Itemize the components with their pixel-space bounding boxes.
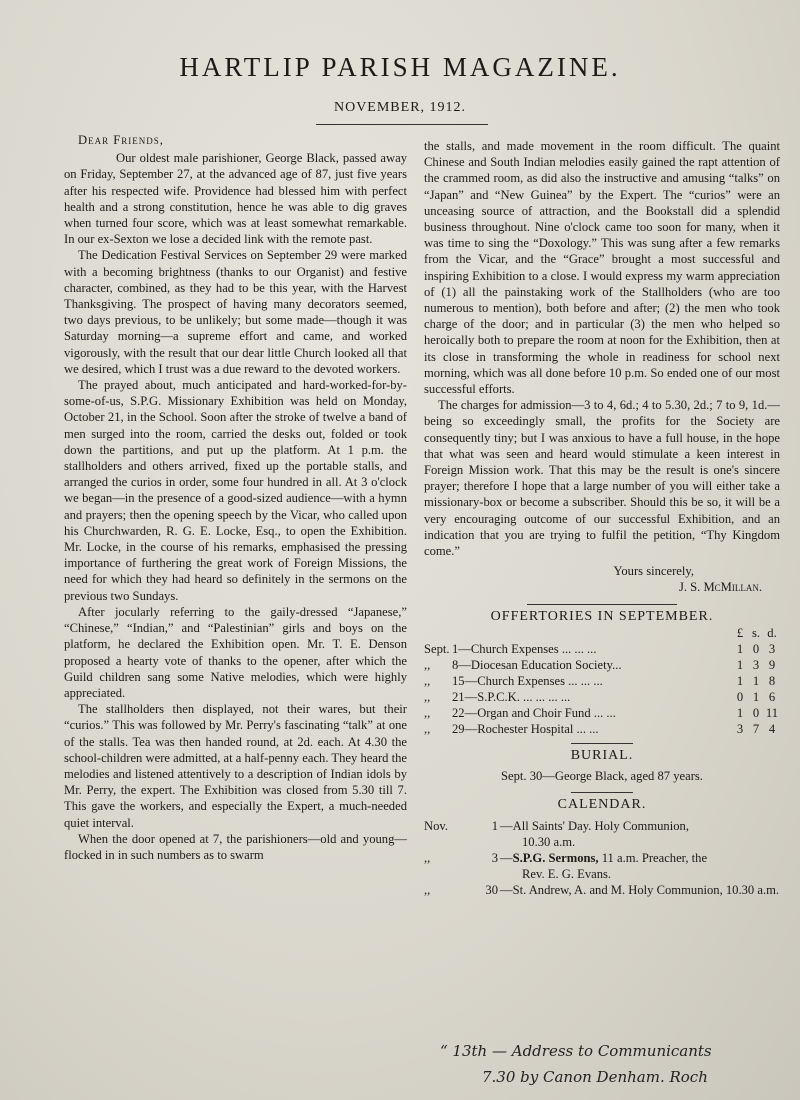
row-pounds: 1: [736, 705, 744, 720]
row-leaders: ... ... ...: [564, 673, 603, 688]
handwritten-line: 7.30 by Canon Denham. Roch: [482, 1068, 708, 1086]
row-desc: 21—S.P.C.K. ... ... ... ...: [452, 689, 571, 704]
row-day: 8: [452, 657, 459, 672]
col-pence: d.: [767, 625, 777, 640]
letter-paragraph: After jocularly referring to the gaily-dressed “Japanese,” “Chinese,” “Indian,” and “Palestinian” girls and boys on the platform, he declared the Exhibition open. Mr. T. E. Denson proposed a hearty vote of thanks to the opener, after which the Guild children sang some Native melodies, which were highly appreciated.: [64, 604, 407, 700]
row-pence: 8: [768, 673, 776, 688]
row-desc: 22—Organ and Choir Fund ... ...: [452, 705, 616, 720]
row-day: 1: [452, 641, 459, 656]
row-leaders: ...: [612, 657, 622, 672]
row-pence: 11: [765, 705, 779, 720]
burial-entry: Sept. 30—George Black, aged 87 years.: [501, 769, 703, 784]
cal-bold-text: S.P.G. Sermons,: [512, 850, 599, 865]
calendar-heading: CALENDAR.: [557, 797, 647, 813]
letter-paragraph: The Dedication Festival Services on September 29 were marked with a becoming brightness (thanks to our Organist) and festive character, combined, as they had to be this year, with the Harvest Thanksgiving. The prospect of having many decorators seemed, two days previous, to be unlikely; but some made—though it was Saturday morning—a supreme effort and came, and worked vigorously, with the result that our dear little Church looked all that we desired, which I trust was a due reward to the devoted workers.: [64, 248, 407, 376]
cal-text: —All Saints' Day. Holy Communion,: [500, 818, 689, 833]
signature-surname: McMillan.: [703, 580, 762, 595]
row-month: Sept.: [424, 641, 450, 656]
cal-month: Nov.: [424, 818, 449, 833]
row-pence: 3: [768, 641, 776, 656]
row-item: Diocesan Education Society: [470, 657, 613, 672]
masthead-title: HARTLIP PARISH MAGAZINE.: [179, 52, 621, 82]
calendar-entry: [424, 850, 780, 866]
row-day: 29: [452, 721, 465, 736]
calendar-entry-continued: 10.30 a.m.: [522, 834, 576, 849]
row-shillings: 1: [752, 689, 760, 704]
left-column: [64, 132, 407, 863]
row-item: S.P.C.K.: [477, 689, 520, 704]
row-pounds: 1: [736, 641, 744, 656]
handwritten-line: “ 13th — Address to Communicants: [440, 1042, 712, 1060]
letter-paragraph: The charges for admission—3 to 4, 6d.; 4 to 5.30, 2d.; 7 to 9, 1d.—being so exceedingly small, the profits for the Society are consequently tiny; but I was anxious to have a full house, in the hope that what was seen and heard would stimulate a keen interest in Foreign Mission work. That this may be the result is one's sincere prayer; therefore I hope that a large number of you will either take a missionary-box or become a subscriber. Should this be so, it will be a very encouraging outcome of our successful Exhibition, and an indication that you are trying to fulfil the petition, “Thy Kingdom come.”: [424, 398, 780, 559]
row-shillings: 0: [752, 705, 760, 720]
signature: [424, 579, 780, 595]
cal-day: 1: [491, 818, 498, 833]
offertories-header-row: [424, 625, 780, 641]
cal-month: ,,: [424, 850, 431, 865]
row-pence: 4: [768, 721, 776, 736]
row-pounds: 3: [736, 721, 744, 736]
letter-paragraph: Our oldest male parishioner, George Black, passed away on Friday, September 27, at the advanced age of 87, just five years after his respected wife. Providence had blessed him with perfect health and a strong constitution, hence he was able to dig graves when turned four score, which was at least somewhat remarkable. In our ex-Sexton we lose a decided link with the remote past.: [64, 151, 407, 247]
row-leaders: ... ...: [590, 705, 616, 720]
table-row: [424, 673, 780, 689]
calendar-entry: [424, 882, 780, 898]
offertories-table: [424, 625, 780, 737]
table-row: [424, 657, 780, 673]
row-desc: 15—Church Expenses ... ... ...: [452, 673, 603, 688]
col-pounds: £: [736, 625, 744, 640]
row-desc: 29—Rochester Hospital ... ...: [452, 721, 599, 736]
signoff: Yours sincerely,: [613, 564, 694, 579]
row-leaders: ... ... ... ...: [519, 689, 571, 704]
letter-paragraph-continued: the stalls, and made movement in the room difficult. The quaint Chinese and South Indian melodies easily gained the rapt attention of the crammed room, as did also the instructive and amusing “talks” on “Japan” and “New Guinea” by the Expert. The “curios” were an unceasing source of attraction, and the Bookstall did a splendid business throughout. Nine o'clock came too soon for many, when it was time to sing the “Doxology.” This was sung after a few remarks from the Vicar, and the “Grace” brought a most successful and inspiring Exhibition to a close. I would express my warm appreciation of (1) all the painstaking work of the Stallholders (who are too numerous to mention), both before and after; (2) the men who took charge of the door; and in particular (3) the men who helped so heroically both to prepare the room at noon for the Exhibition, then at its close in transforming the whole in readiness for school next morning, which was all done before 10 p.m. So ended one of our most successful efforts.: [424, 139, 780, 397]
row-shillings: 0: [752, 641, 760, 656]
row-shillings: 7: [752, 721, 760, 736]
row-desc: 1—Church Expenses ... ... ...: [452, 641, 597, 656]
issue-date: NOVEMBER, 1912.: [333, 100, 467, 115]
burial-heading: BURIAL.: [570, 747, 634, 763]
cal-day: 30: [485, 882, 498, 897]
letter-paragraph: The prayed about, much anticipated and hard-worked-for-by-some-of-us, S.P.G. Missionary Exhibition was held on Monday, October 21, in the School. Soon after the stroke of twelve a band of men surged into the room, carried the desks out, folded or took down the partitions, and put up the platform. At 1 p.m. the stallholders and others arrived, fixed up the portable stalls, and arranged the curios in order, some four hundred in all. At 3 o'clock we began—in the presence of a good-sized audience—with a hymn and prayers; then the opening speech by the Vicar, who called upon his Churchwarden, R. G. E. Locke, Esq., to open the Exhibition. Mr. Locke, in the course of his remarks, emphasised the pressing importance of furthering the great work of Foreign Missions, the need for which they had heard so definitely in the sermons on the previous two Sundays.: [64, 378, 407, 603]
row-shillings: 3: [752, 657, 760, 672]
row-day: 22: [452, 705, 465, 720]
title-rule: [316, 124, 488, 125]
cal-day: 3: [491, 850, 498, 865]
row-month: ,,: [424, 721, 431, 736]
row-item: Rochester Hospital: [477, 721, 574, 736]
table-row: [424, 721, 780, 737]
row-month: ,,: [424, 705, 431, 720]
table-row: [424, 705, 780, 721]
row-pence: 6: [768, 689, 776, 704]
row-leaders: ... ...: [573, 721, 599, 736]
letter-paragraph: When the door opened at 7, the parishioners—old and young—flocked in in such numbers as to swarm: [64, 831, 407, 862]
cal-text: —S.P.G. Sermons, 11 a.m. Preacher, the: [500, 850, 708, 865]
row-month: ,,: [424, 689, 431, 704]
right-column: [424, 138, 780, 898]
row-item: Church Expenses: [470, 641, 559, 656]
offertories-heading: OFFERTORIES IN SEPTEMBER.: [490, 608, 714, 624]
row-desc: 8—Diocesan Education Society...: [452, 657, 622, 672]
table-row: [424, 689, 780, 705]
row-pounds: 0: [736, 689, 744, 704]
section-rule: [527, 604, 677, 605]
row-shillings: 1: [752, 673, 760, 688]
row-month: ,,: [424, 657, 431, 672]
cal-desc: St. Andrew, A. and M. Holy Communion, 10.30 a.m.: [512, 882, 780, 897]
section-rule: [571, 792, 633, 793]
calendar-entry-continued: Rev. E. G. Evans.: [522, 866, 612, 881]
row-item: Organ and Choir Fund: [477, 705, 591, 720]
row-day: 15: [452, 673, 465, 688]
row-day: 21: [452, 689, 465, 704]
salutation: Dear Friends,: [78, 133, 164, 147]
cal-text: —St. Andrew, A. and M. Holy Communion, 10.30 a.m.: [500, 882, 780, 897]
cal-desc: All Saints' Day. Holy Communion,: [512, 818, 689, 833]
cal-month: ,,: [424, 882, 431, 897]
row-item: Church Expenses: [477, 673, 565, 688]
row-leaders: ... ... ...: [558, 641, 597, 656]
row-pence: 9: [768, 657, 776, 672]
row-pounds: 1: [736, 673, 744, 688]
signature-initials: J. S.: [678, 580, 701, 595]
cal-desc: 11 a.m. Preacher, the: [598, 850, 708, 865]
row-pounds: 1: [736, 657, 744, 672]
table-row: [424, 641, 780, 657]
letter-paragraph: The stallholders then displayed, not their wares, but their “curios.” This was followed by Mr. Perry's fascinating “talk” at one of the stalls. Tea was then handed round, at 2d. each. At 4.30 the school-children were admitted, at a half-penny each. They heard the melodies and listened attentively to a description of Indian idols by Mr. Perry, the expert. The Exhibition was closed from 5.30 till 7. This gave the workers, and especially the Expert, a much-needed quiet interval.: [64, 702, 407, 830]
section-rule: [571, 743, 633, 744]
handwritten-note: [440, 1038, 790, 1090]
row-month: ,,: [424, 673, 431, 688]
calendar-entry: [424, 818, 780, 834]
col-shillings: s.: [751, 625, 761, 640]
